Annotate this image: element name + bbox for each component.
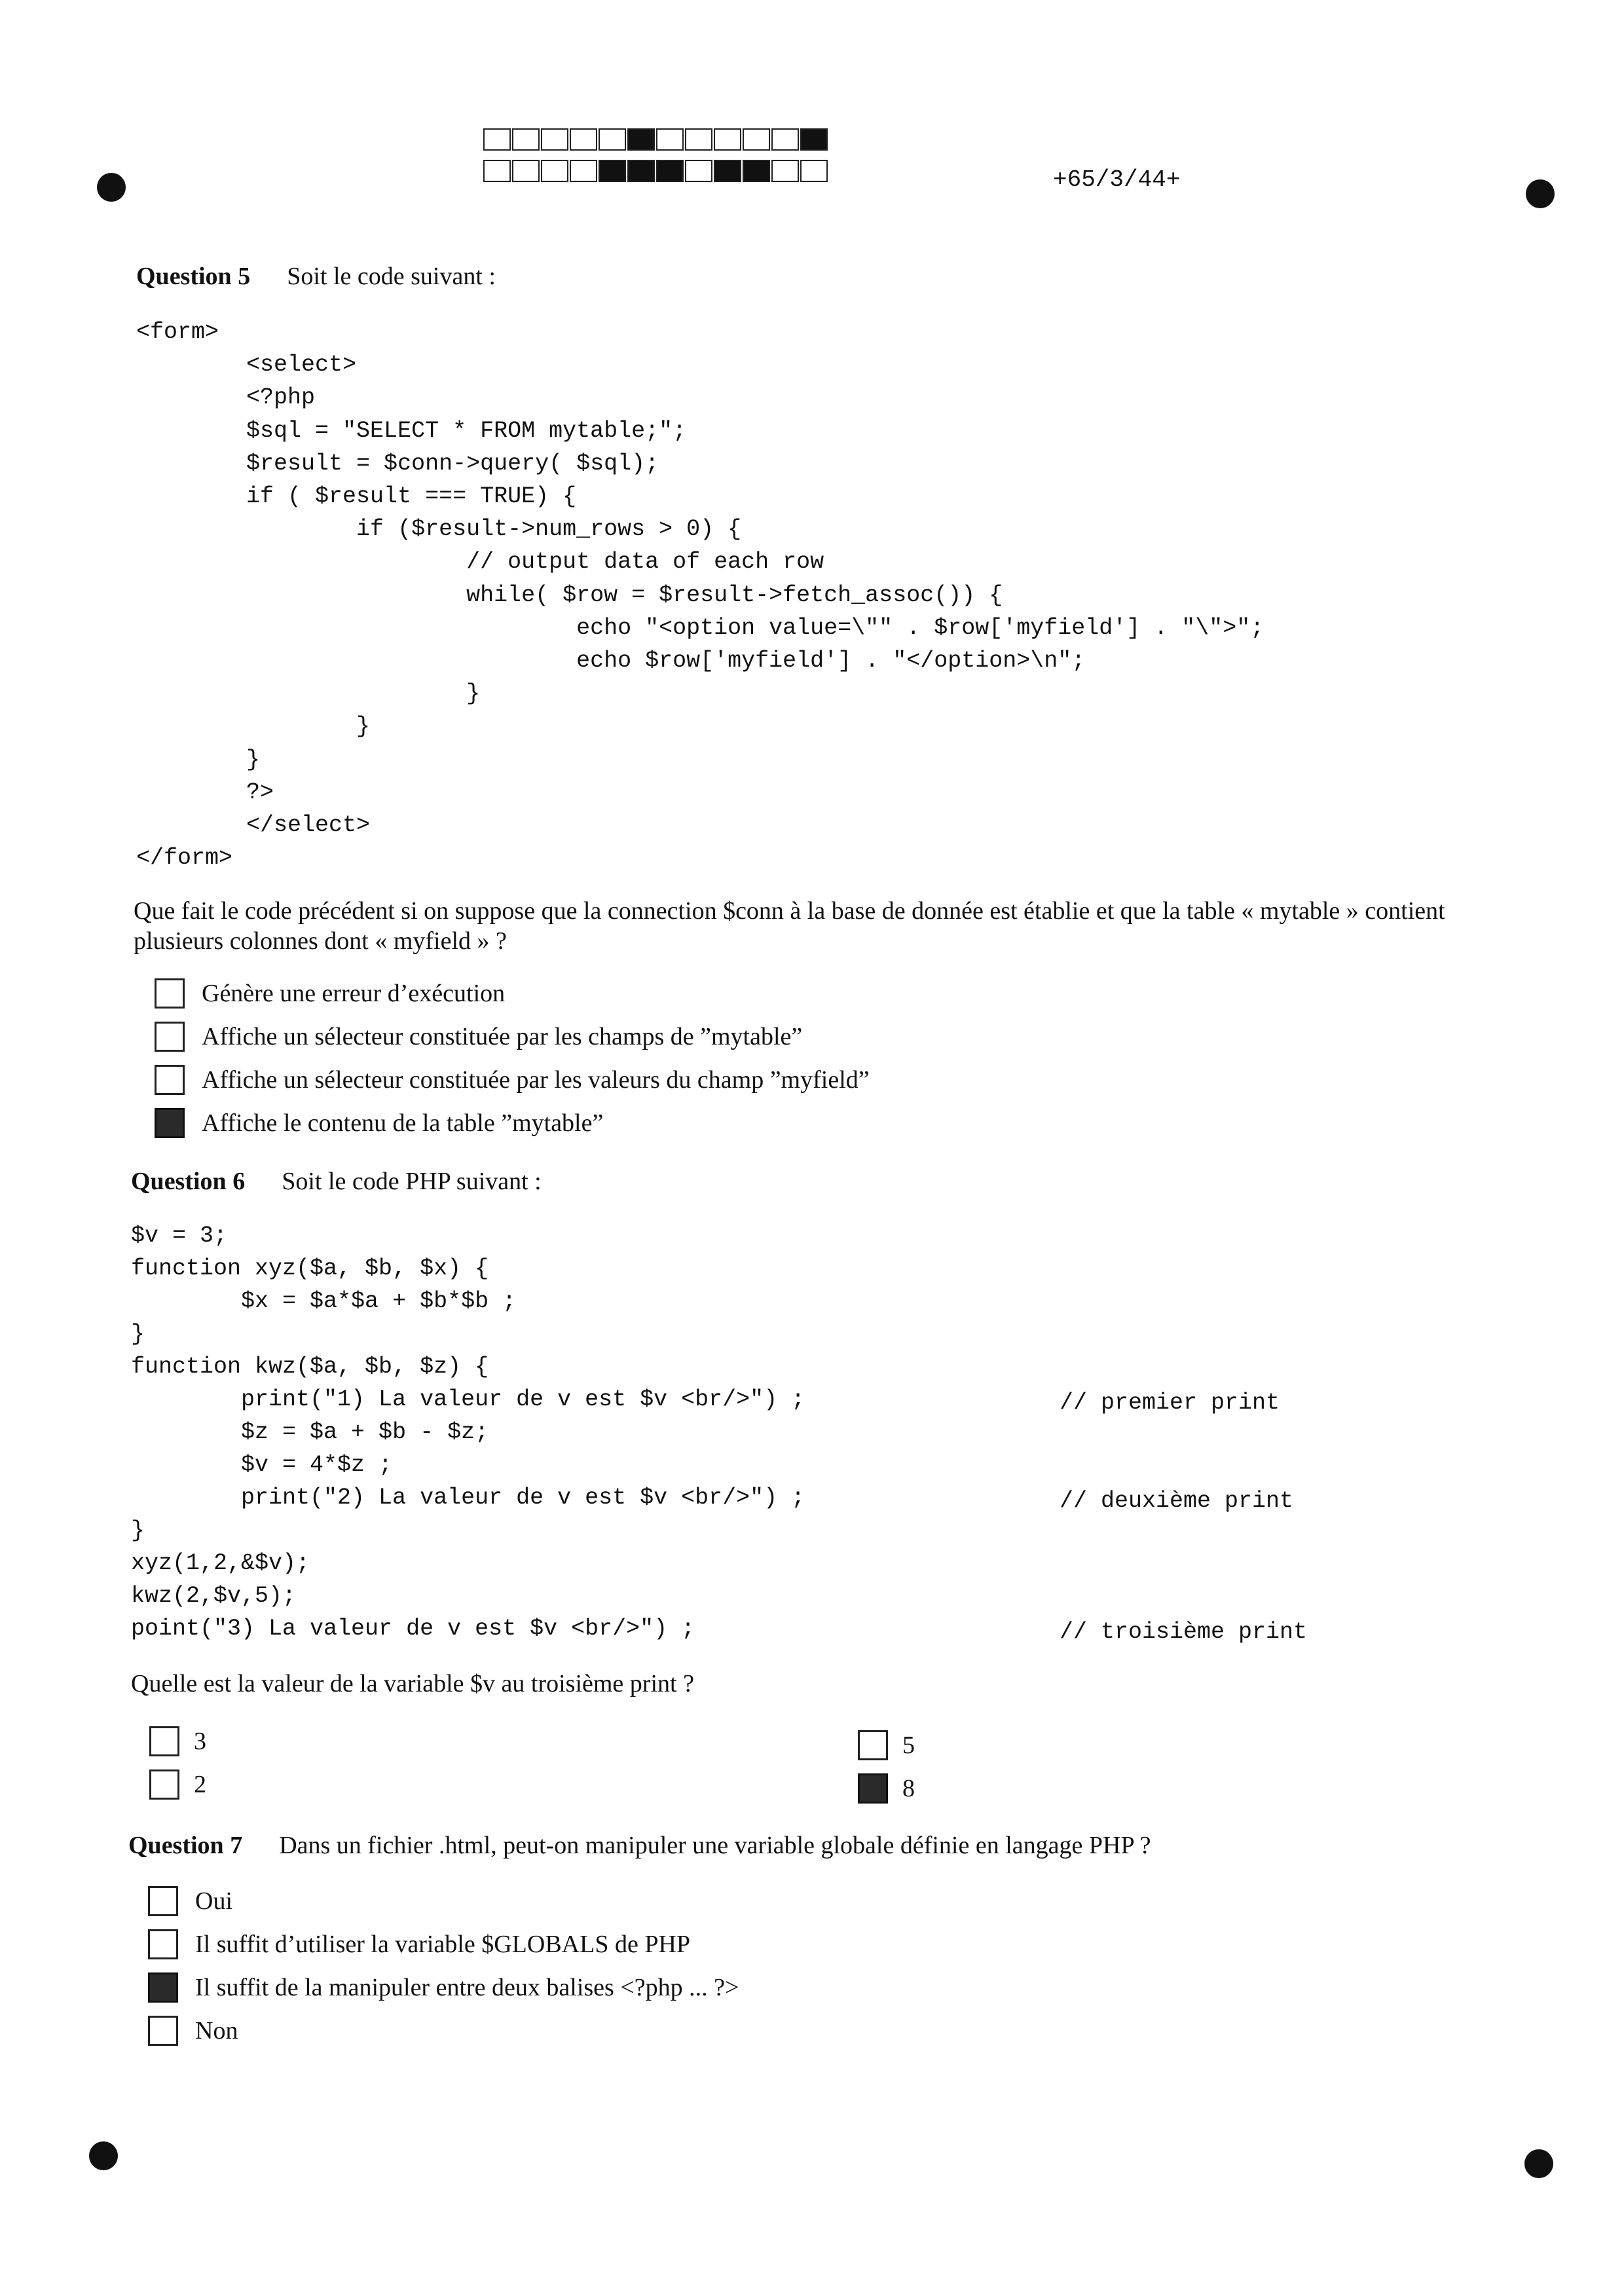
code-block-q6: $v = 3; function xyz($a, $b, $x) { $x = $a*$a + $b*$b ; } function kwz($a, $b, $z) { print("1) La valeur de v est $v <br/>") ; $z = $a + $b - $z; $v = 4*$z ; print("2) La valeur de v est $v <br/>") ; } xyz(1,2,&$v); kwz(2,$v,5); point("3) La valeur de v est $v <br/>") ; [131,1223,805,1642]
question-intro: Soit le code PHP suivant : [282,1168,542,1195]
barcode-cell [627,160,655,182]
question-label: Question 5 [136,263,251,290]
code-comment-2: // deuxième print [1060,1488,1294,1514]
checkbox[interactable] [148,1929,178,1959]
barcode-cell [627,128,655,151]
q6-choice-5[interactable] [858,1730,915,1760]
corner-mark-bottom-right [1524,2149,1553,2178]
choice-label: Il suffit d’utiliser la variable $GLOBALS de PHP [195,1931,691,1958]
question-label: Question 6 [131,1168,246,1195]
checkbox[interactable] [149,1726,179,1756]
q5-choice-1[interactable] [155,978,505,1009]
barcode-cell [714,160,741,182]
question-5-text: Que fait le code précédent si on suppose que la connection $conn à la base de donnée est établie et que la table « mytable » contient plusieurs colonnes dont « myfield » ? [134,897,1445,955]
page-id: +65/3/44+ [1053,166,1181,193]
code-comment-3: // troisième print [1060,1619,1308,1645]
question-7-header [128,1831,1151,1860]
barcode-cell [570,128,597,151]
checkbox[interactable] [155,978,185,1009]
corner-mark-bottom-left [89,2141,118,2170]
question-label: Question 7 [128,1832,243,1859]
question-6-text: Quelle est la valeur de la variable $v au troisième print ? [131,1670,694,1697]
q7-choice-4[interactable] [148,2016,238,2046]
checkbox[interactable] [155,1065,185,1095]
choice-label: Affiche le contenu de la table ”mytable” [202,1109,604,1137]
corner-mark-top-left [97,173,126,202]
checkbox-checked[interactable] [858,1773,888,1804]
barcode-cell [743,160,770,182]
barcode-cell [512,128,540,151]
barcode-cell [570,160,597,182]
choice-label: Affiche un sélecteur constituée par les champs de ”mytable” [202,1023,803,1050]
barcode-cell [599,128,626,151]
barcode-cell [714,128,741,151]
checkbox[interactable] [149,1769,179,1800]
checkbox[interactable] [858,1730,888,1760]
q6-choice-8[interactable] [858,1773,915,1804]
barcode-cell [541,128,568,151]
checkbox[interactable] [148,2016,178,2046]
choice-label: Affiche un sélecteur constituée par les valeurs du champ ”myfield” [202,1066,870,1094]
choice-label: 8 [902,1775,915,1802]
choice-label: Il suffit de la manipuler entre deux balises <?php ... ?> [195,1974,739,2001]
barcode-cell [656,160,684,182]
q5-choice-4[interactable] [155,1108,603,1138]
code-block-q5: <form> <select> <?php $sql = "SELECT * FROM mytable;"; $result = $conn->query( $sql); if ( $result === TRUE) { if ($result->num_rows > 0) { // output data of each row while( $row = $result->fetch_assoc()) { echo "<option value=\"" . $row['myfield'] . "\">"; echo $row['myfield'] . "</option>\n"; } } } ?> </select> </form> [136,319,1264,872]
barcode-cell [483,128,511,151]
barcode-cell [800,128,828,151]
q7-choice-1[interactable] [148,1886,232,1916]
question-intro: Soit le code suivant : [287,263,496,290]
checkbox[interactable] [148,1886,178,1916]
barcode-cell [771,160,799,182]
choice-label: 3 [194,1728,206,1755]
choice-label: Oui [195,1887,232,1915]
barcode-cell [743,128,770,151]
barcode-cell [685,128,712,151]
choice-label: 5 [902,1731,915,1759]
choice-label: Non [195,2017,238,2045]
checkbox[interactable] [155,1022,185,1052]
question-6-header [131,1167,542,1196]
q6-choice-2[interactable] [149,1769,206,1800]
q7-choice-3[interactable] [148,1972,739,2003]
choice-label: Génère une erreur d’exécution [202,980,506,1007]
choice-label: 2 [194,1771,206,1798]
barcode-cell [483,160,511,182]
barcode-cell [512,160,540,182]
q5-choice-2[interactable] [155,1022,802,1052]
q5-choice-3[interactable] [155,1065,870,1095]
barcode-row-1 [483,128,829,153]
code-comment-1: // premier print [1060,1390,1280,1416]
barcode-cell [656,128,684,151]
barcode-cell [800,160,828,182]
barcode-cell [685,160,712,182]
question-intro: Dans un fichier .html, peut-on manipuler une variable globale définie en langage PHP ? [279,1832,1151,1859]
question-5-header [136,262,496,291]
barcode-cell [541,160,568,182]
barcode-row-2 [483,160,829,185]
barcode-cell [599,160,626,182]
checkbox-checked[interactable] [155,1108,185,1138]
barcode-cell [771,128,799,151]
q7-choice-2[interactable] [148,1929,690,1959]
q6-choice-3[interactable] [149,1726,206,1756]
checkbox-checked[interactable] [148,1972,178,2003]
corner-mark-top-right [1526,179,1555,208]
